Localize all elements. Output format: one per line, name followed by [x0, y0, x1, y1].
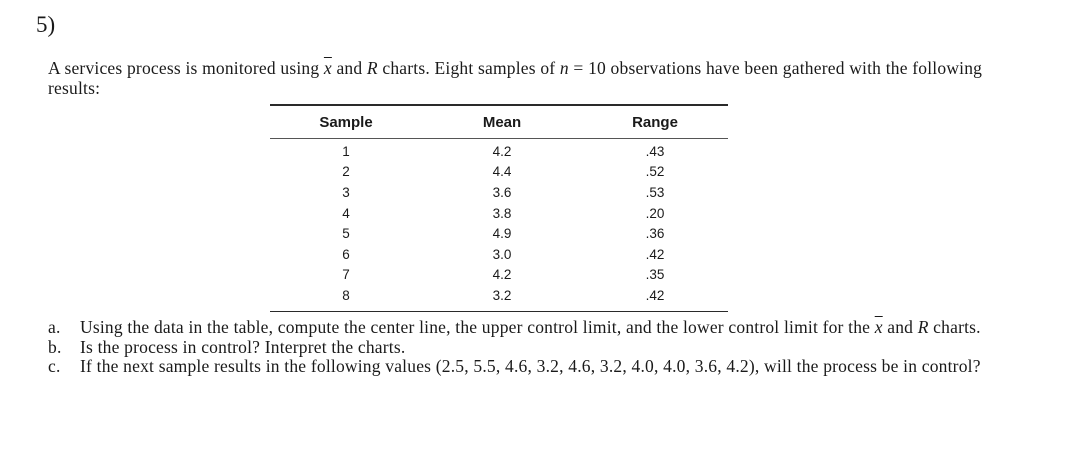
- table-body: [270, 139, 728, 306]
- cell-range: .43: [645, 143, 665, 159]
- cell-sample: 8: [342, 287, 350, 303]
- r-symbol: R: [366, 58, 378, 78]
- question-c-text: If the next sample results in the following values (2.5, 5.5, 4.6, 3.2, 4.6, 3.2, 4.0, 4.0, 3.6, 4.2), will the process be in control?: [80, 356, 981, 377]
- cell-sample: 1: [342, 143, 350, 159]
- cell-sample: 3: [342, 184, 350, 200]
- intro-text-3: charts. Eight samples of: [377, 58, 560, 78]
- header-range: Range: [632, 113, 678, 131]
- problem-number: 5): [36, 12, 56, 37]
- cell-sample: 5: [342, 226, 350, 242]
- cell-sample: 7: [342, 267, 350, 283]
- cell-mean: 4.2: [492, 267, 512, 283]
- question-c: [48, 357, 1048, 377]
- table-row: [270, 162, 728, 183]
- table-row: [270, 223, 728, 244]
- table-bottom-rule: [270, 311, 728, 312]
- cell-range: .35: [645, 267, 665, 283]
- cell-sample: 2: [342, 164, 350, 180]
- cell-mean: 4.9: [492, 226, 512, 242]
- data-table: [270, 104, 728, 312]
- table-row: [270, 265, 728, 286]
- table-header-row: [270, 106, 728, 138]
- cell-mean: 3.2: [492, 287, 512, 303]
- question-a-text-1: Using the data in the table, compute the center line, the upper control limit, and the lower control limit for the: [80, 317, 875, 337]
- question-a-text-3: charts.: [928, 317, 981, 337]
- r-symbol: R: [917, 317, 929, 337]
- x-bar-symbol: $\overline{x}$: [323, 58, 332, 78]
- cell-sample: 6: [342, 246, 350, 262]
- cell-mean: 4.2: [492, 143, 512, 159]
- cell-range: .36: [645, 226, 665, 242]
- table-row: [270, 182, 728, 203]
- question-a: [48, 318, 1048, 338]
- cell-range: .52: [645, 164, 665, 180]
- table-row: [270, 244, 728, 265]
- cell-range: .20: [645, 205, 665, 221]
- intro-text-4: = 10 observations have been gathered with the following results:: [48, 58, 983, 98]
- problem-intro: [48, 58, 1038, 98]
- question-b: [48, 338, 1048, 358]
- cell-range: .53: [645, 184, 665, 200]
- cell-mean: 3.0: [492, 246, 512, 262]
- table-row: [270, 141, 728, 162]
- cell-mean: 4.4: [492, 164, 512, 180]
- header-sample: Sample: [319, 113, 373, 131]
- intro-text-2: and: [331, 58, 367, 78]
- question-b-text: Is the process in control? Interpret the charts.: [80, 336, 406, 357]
- n-symbol: n: [559, 58, 569, 78]
- cell-mean: 3.6: [492, 184, 512, 200]
- question-a-text-2: and: [882, 317, 918, 337]
- cell-mean: 3.8: [492, 205, 512, 221]
- question-a-text: [80, 318, 1010, 338]
- question-b-letter: b.: [48, 336, 62, 357]
- cell-range: .42: [645, 246, 665, 262]
- cell-sample: 4: [342, 205, 350, 221]
- table-row: [270, 285, 728, 306]
- cell-range: .42: [645, 287, 665, 303]
- table-row: [270, 203, 728, 224]
- intro-text-1: A services process is monitored using: [48, 58, 324, 78]
- x-bar-symbol: $\overline{x}$: [874, 317, 883, 337]
- header-mean: Mean: [482, 113, 522, 131]
- questions-list: [48, 318, 1048, 377]
- question-c-letter: c.: [48, 356, 61, 377]
- question-a-letter: a.: [48, 317, 61, 337]
